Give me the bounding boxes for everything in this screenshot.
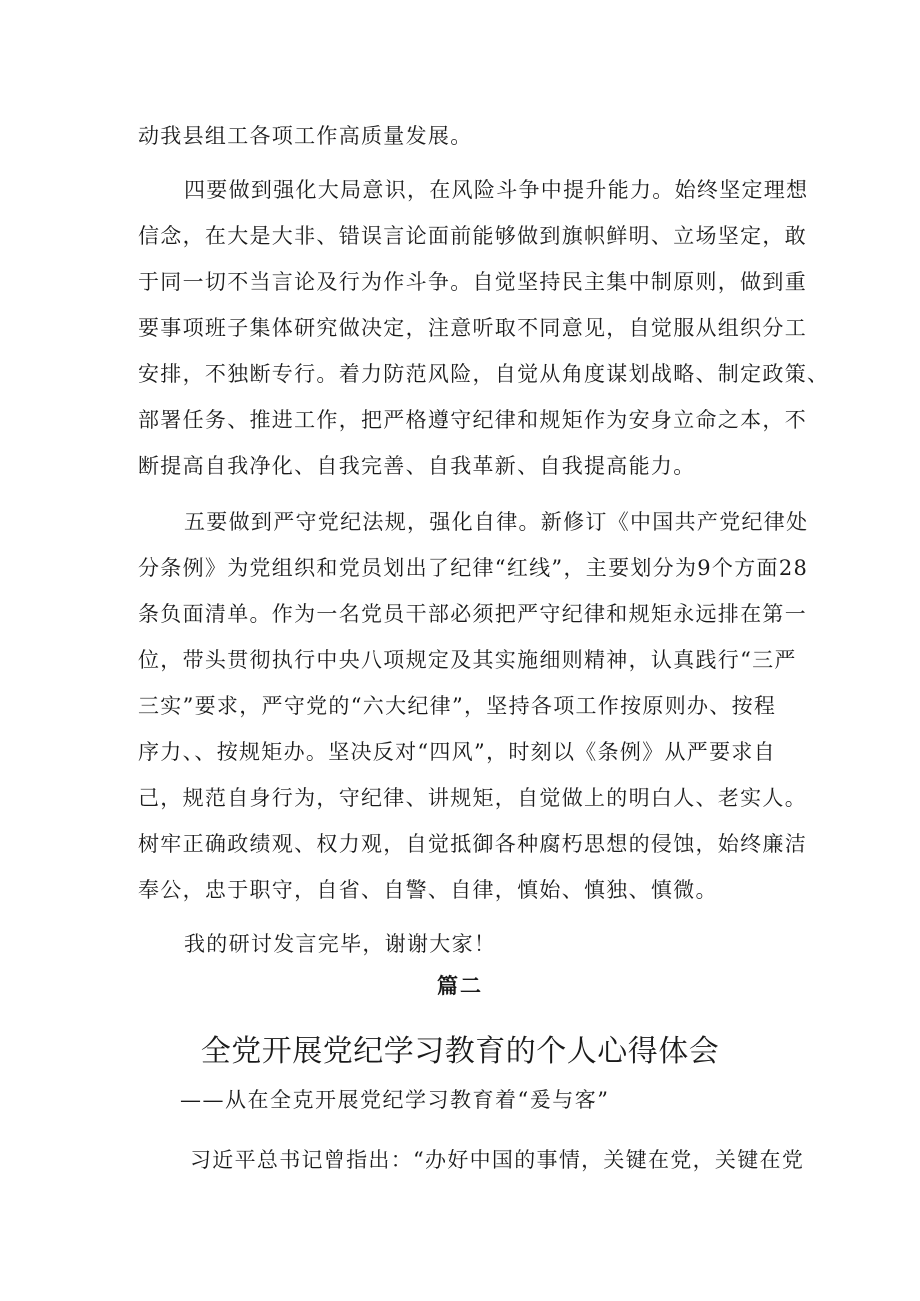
paragraph-line: 要事项班子集体研究做决定，注意听取不同意见，自觉服从组织分工 — [138, 316, 807, 340]
paragraph-line: 四要做到强化大局意识，在风险斗争中提升能力。始终坚定理想 — [184, 178, 809, 202]
paragraph-line: 己，规范自身行为，守纪律、讲规矩，自觉做上的明白人、老实人。 — [138, 786, 807, 810]
paragraph-line: 三实”要求，严守党的“六大纪律”，坚持各项工作按原则办、按程 — [138, 694, 777, 718]
paragraph-line: 习近平总书记曾指出：“办好中国的事情，关键在党，关键在党 — [190, 1148, 805, 1172]
page-title: 全党开展党纪学习教育的个人心得体会 — [200, 1034, 720, 1069]
paragraph-line: 条负面清单。作为一名党员干部必须把严守纪律和规矩永远排在第一 — [138, 602, 807, 626]
paragraph-line: 序力、、按规矩办。坚决反对“四风”，时刻以《条例》从严要求自 — [138, 740, 776, 764]
subtitle: ——从在全克开展党纪学习教育着“爰与客” — [180, 1088, 610, 1112]
paragraph-line: 信念，在大是大非、错误言论面前能够做到旗帜鲜明、立场坚定，敢 — [138, 224, 807, 248]
section-label: 篇二 — [437, 973, 483, 998]
paragraph-line: 安排，不独断专行。着力防范风险，自觉从角度谋划战略、制定政策、 — [138, 362, 830, 386]
paragraph-line: 于同一切不当言论及行为作斗争。自觉坚持民主集中制原则，做到重 — [138, 270, 807, 294]
paragraph-line: 奉公，忠于职守，自省、自警、自律，慎始、慎独、慎微。 — [138, 878, 718, 902]
paragraph-line: 树牢正确政绩观、权力观，自觉抵御各种腐朽思想的侵蚀，始终廉洁 — [138, 832, 807, 856]
closing-line: 我的研讨发言完毕，谢谢大家！ — [184, 932, 497, 956]
paragraph-line: 动我县组工各项工作高质量发展。 — [138, 124, 473, 148]
paragraph-line: 断提高自我净化、自我完善、自我革新、自我提高能力。 — [138, 454, 696, 478]
paragraph-line: 五要做到严守党纪法规，强化自律。新修订《中国共产党纪律处 — [184, 510, 809, 534]
paragraph-line: 部署任务、推进工作，把严格遵守纪律和规矩作为安身立命之本，不 — [138, 408, 807, 432]
paragraph-line: 分条例》为党组织和党员划出了纪律“红线”，主要划分为9个方面28 — [138, 556, 809, 580]
paragraph-line: 位，带头贯彻执行中央八项规定及其实施细则精神，认真践行“三严 — [138, 648, 797, 672]
